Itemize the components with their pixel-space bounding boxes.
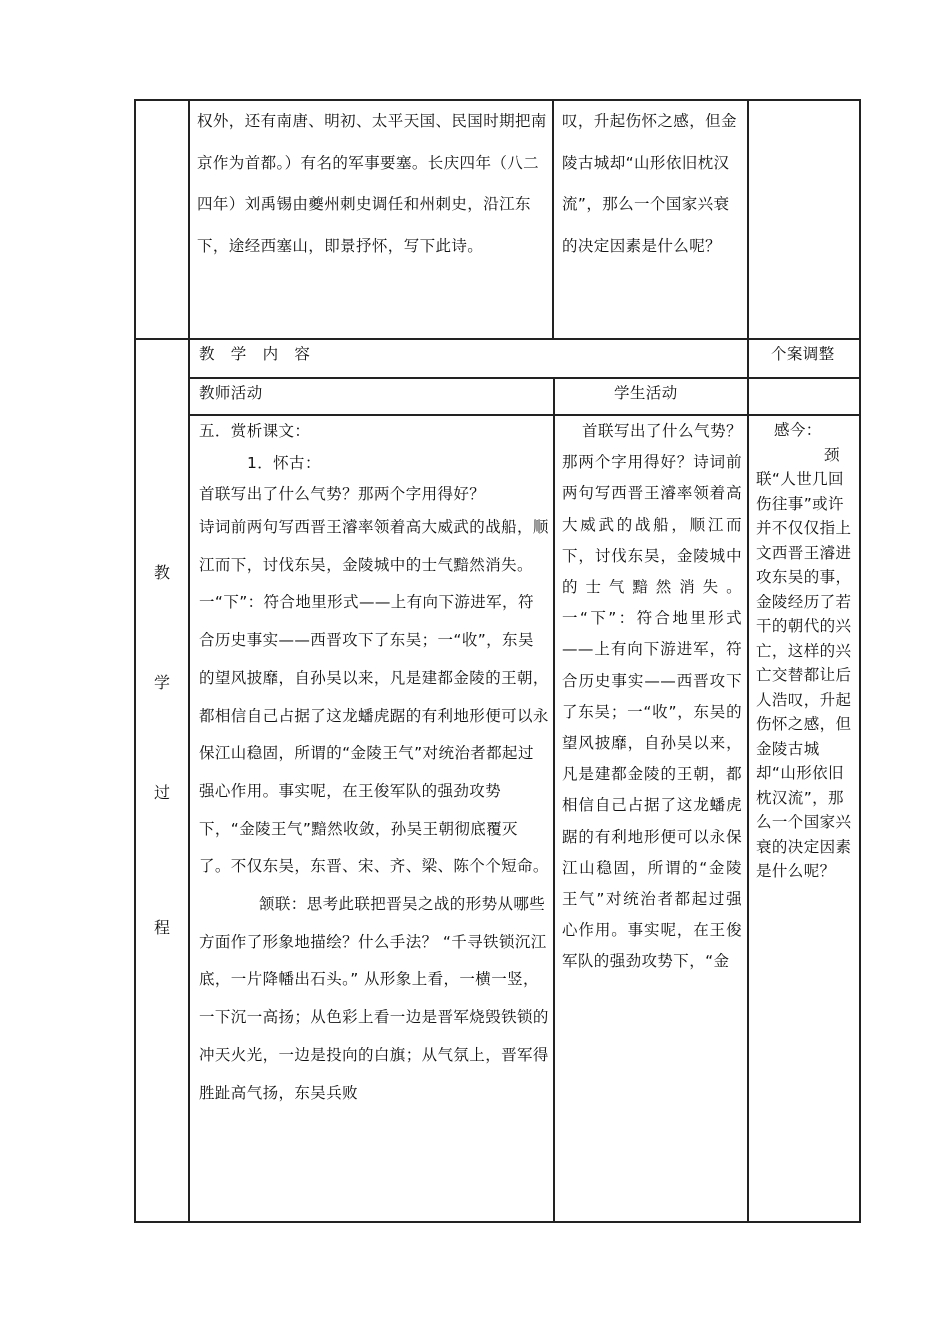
top-teacher-text: 权外，还有南唐、明初、太平天国、民国时期把南京作为首都。）有名的军事要塞。长庆四年（八二四年）刘禹锡由夔州刺史调任和州刺史，沿江东下，途经西塞山，即景抒怀，写下此诗。 [197,112,547,255]
left-label-char-4: 程 [153,918,170,937]
student-activity-header: 学生活动 [614,384,678,402]
row-divider-2 [188,377,861,379]
case-adjust-cell [756,418,855,884]
table-border-right [859,99,861,1223]
student-activity-cell [562,416,742,978]
teacher-activity-header: 教师活动 [199,384,263,402]
left-label-char-3: 过 [153,783,170,802]
column-divider-top-1 [552,99,554,339]
sub-heading: 1．怀古： [247,454,321,472]
table-border-inner [188,99,190,1223]
top-student-cell [562,99,744,267]
case-adjust-header: 个案调整 [771,345,835,363]
analysis-paragraph-2: 颔联：思考此联把晋吴之战的形势从哪些方面作了形象地描绘？什么手法？ “千寻铁锁沉江底，一片降幡出石头。” 从形象上看，一横一竖，一下沉一高扬；从色彩上看一边是晋军烧毁铁锁的冲天火光，一边是投向的白旗；从气氛上，晋军得胜趾高气扬，东吴兵败 [199,895,549,1102]
adjust-text: 颈联“人世几回伤往事”或许并不仅仅指上文西晋王濬进攻东吴的事，金陵经历了若干的朝代的兴亡，这样的兴亡交替都让后人浩叹，升起伤怀之感，但金陵古城却“山形依旧枕汉流”，那么一个国家兴衰的决定因素是什么呢？ [756,445,852,880]
table-border-left [134,99,136,1223]
student-activity-text: 首联写出了什么气势？那两个字用得好？诗词前两句写西晋王濬率领着高大威武的战船，顺江而下，讨伐东吴，金陵城中的士气黯然消失。一“下”：符合地里形式——上有向下游进军，符合历史事实——西晋攻下了东吴；一“收”，东吴的望风披靡，自孙吴以来，凡是建都金陵的王朝，都相信自己占据了这龙蟠虎踞的有利地形便可以永保江山稳固，所谓的“金陵王气”对统治者都起过强心作用。事实呢，在王俊军队的强劲攻势下，“金 [562,422,742,971]
left-label-char-2: 学 [153,673,170,692]
top-student-text: 叹，升起伤怀之感，但金陵古城却“山形依旧枕汉流”，那么一个国家兴衰的决定因素是什么呢？ [562,112,737,255]
top-teacher-cell [197,99,549,267]
column-divider-top-2 [747,99,749,339]
teaching-content-header: 教 学 内 容 [199,345,311,363]
table-border-bottom [134,1221,861,1223]
left-label-char-1: 教 [153,563,170,582]
column-divider-mid-2 [747,339,749,1223]
question-1: 首联写出了什么气势？那两个字用得好？ [199,485,486,503]
section-heading: 五．赏析课文： [199,422,311,440]
teacher-activity-cell [199,416,549,1112]
column-divider-mid-1 [553,378,555,1223]
analysis-paragraph-1: 诗词前两句写西晋王濬率领着高大威武的战船，顺江而下，讨伐东吴，金陵城中的士气黯然消失。一“下”：符合地里形式——上有向下游进军，符合历史事实——西晋攻下了东吴；一“收”，东吴的望风披靡，自孙吴以来，凡是建都金陵的王朝，都相信自己占据了这龙蟠虎踞的有利地形便可以永保江山稳固，所谓的“金陵王气”对统治者都起过强心作用。事实呢，在王俊军队的强劲攻势下，“金陵王气”黯然收敛，孙吴王朝彻底覆灭了。不仅东吴，东晋、宋、齐、梁、陈个个短命。 [199,518,549,876]
adjust-title: 感今： [774,421,822,439]
